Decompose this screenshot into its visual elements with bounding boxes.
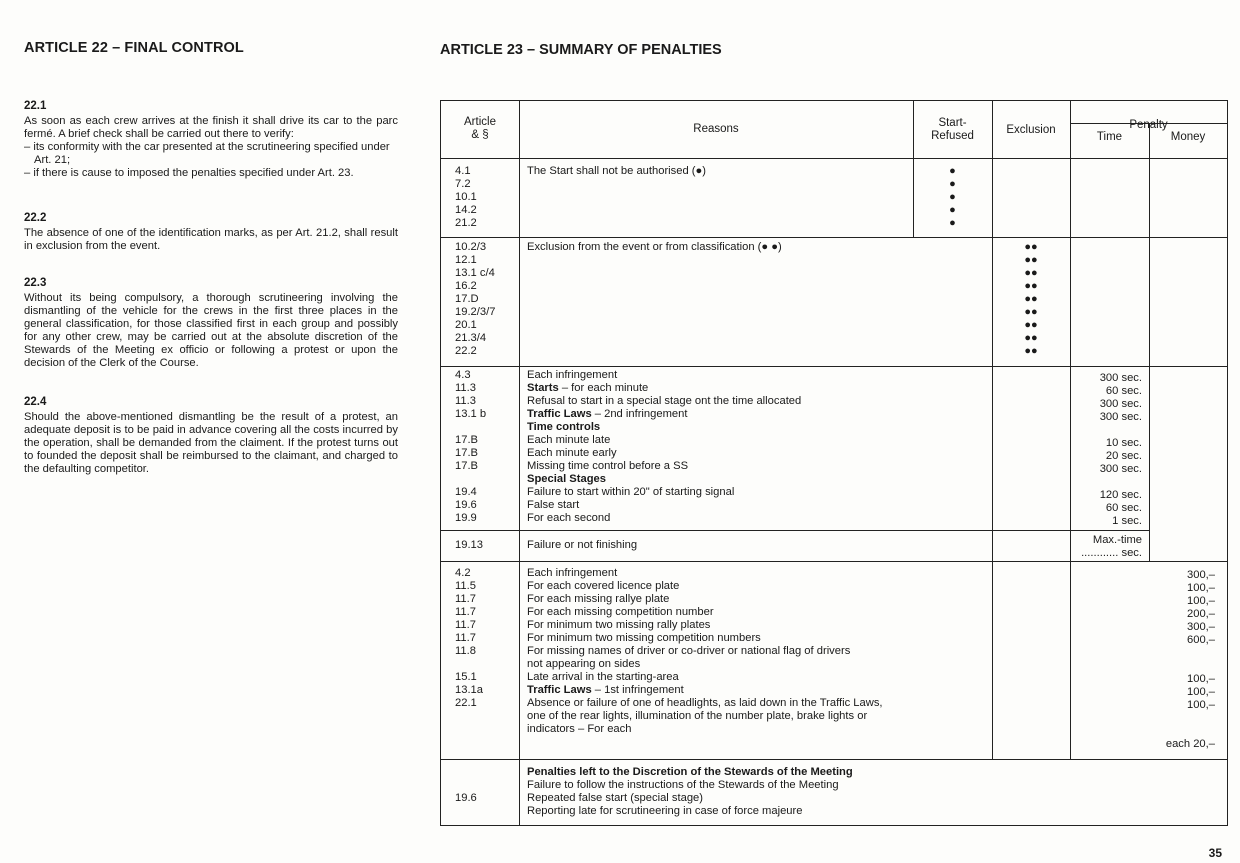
article-ref: 11.7 (455, 606, 476, 618)
article-22-column (24, 40, 398, 475)
article-ref: 21.3/4 (455, 332, 487, 344)
header-refused-label: Refused (931, 130, 974, 142)
money-value (1149, 725, 1215, 738)
article-ref: 19.2/3/7 (455, 306, 496, 318)
bullet-mark: ● (949, 191, 956, 203)
money-value: 100,– (1187, 582, 1215, 594)
reason-line: For minimum two missing competition numbers (527, 632, 761, 644)
bullet-mark: ●● (1024, 332, 1038, 344)
article-ref: 13.1 c/4 (455, 267, 495, 279)
group-2-exclusion-marks (992, 241, 1070, 358)
group-4-article: 19.13 (455, 539, 483, 551)
reason-line: Absence or failure of one of headlights, as laid down in the Traffic Laws, (527, 697, 883, 709)
article-23-title: ARTICLE 23 – SUMMARY OF PENALTIES (440, 42, 722, 58)
group-4-time (1070, 534, 1142, 560)
section-bullets (24, 141, 398, 180)
bullet-mark: ● (949, 165, 956, 177)
time-value: 300 sec. (1099, 372, 1142, 384)
reason-line: Missing time control before a SS (527, 460, 689, 472)
reason-line: one of the rear lights, illumination of the number plate, brake lights or (527, 710, 868, 722)
section-22-2 (24, 212, 398, 253)
bullet-mark: ● (949, 204, 956, 216)
group-3-times (1070, 372, 1142, 528)
reason-text: The Start shall not be authorised (●) (527, 165, 707, 177)
money-value: 100,– (1187, 699, 1215, 711)
article-ref: 11.3 (455, 382, 476, 394)
time-value (1070, 476, 1142, 489)
article-ref: 11.7 (455, 619, 476, 631)
article-ref: 11.5 (455, 580, 476, 592)
reason-line: Reporting late for scrutineering in case of force majeure (527, 805, 803, 817)
reason-line: For missing names of driver or co-driver or national flag of drivers (527, 645, 851, 657)
article-ref: 19.6 (455, 499, 477, 511)
bullet-mark: ●● (1024, 267, 1038, 279)
reason-line: Starts – for each minute (527, 382, 649, 394)
article-ref: 22.2 (455, 345, 477, 357)
reason-line: Refusal to start in a special stage ont the time allocated (527, 395, 802, 407)
money-value (1149, 712, 1215, 725)
article-ref (455, 421, 486, 434)
bullet-mark: ●● (1024, 280, 1038, 292)
group-3-reasons (527, 369, 801, 525)
reason-line: Each infringement (527, 567, 618, 579)
bullet-mark: ●● (1024, 241, 1038, 253)
article-ref: 19.4 (455, 486, 477, 498)
money-value: 100,– (1187, 595, 1215, 607)
reason-line: For each missing rallye plate (527, 593, 670, 605)
article-ref: 13.1a (455, 684, 483, 696)
group-5-reasons (527, 567, 883, 736)
reason-line: Time controls (527, 421, 601, 433)
reason-line: Late arrival in the starting-area (527, 671, 679, 683)
time-value: 1 sec. (1112, 515, 1142, 527)
header-article-label: Article (464, 116, 496, 128)
article-ref: 11.3 (455, 395, 476, 407)
header-start-refused (913, 117, 992, 143)
group-6-reasons (527, 779, 839, 818)
reason-line: Each minute late (527, 434, 611, 446)
article-ref: 10.1 (455, 191, 477, 203)
article-ref (455, 805, 477, 818)
bullet-mark: ●● (1024, 345, 1038, 357)
reason-line: For each covered licence plate (527, 580, 680, 592)
article-ref: 19.9 (455, 512, 477, 524)
reason-line: False start (527, 499, 580, 511)
group-5-money (1149, 569, 1215, 751)
reason-line: Repeated false start (special stage) (527, 792, 703, 804)
section-number: 22.2 (24, 212, 47, 224)
article-ref: 12.1 (455, 254, 477, 266)
article-ref (455, 473, 486, 486)
money-value: 300,– (1187, 621, 1215, 633)
section-22-3 (24, 277, 398, 370)
group-6-articles (455, 779, 477, 818)
page-number: 35 (1208, 846, 1222, 860)
article-ref: 4.2 (455, 567, 471, 579)
section-text: Should the above-mentioned dismantling be the result of a protest, an adequate deposit is to be paid in advance covering all the costs incurred by the operation, shall be demanded from the claiment. If the protest turns out to founded the deposit shall be reimbursed to the claimant, and charged to the defaulting competitor. (24, 411, 398, 475)
article-ref: 21.2 (455, 217, 477, 229)
article-ref: 17.B (455, 460, 479, 472)
article-ref: 14.2 (455, 204, 477, 216)
money-value: 600,– (1187, 634, 1215, 646)
header-penalty: Penalty (1129, 119, 1168, 131)
bullet-mark: ●● (1024, 254, 1038, 266)
section-text: Without its being compulsory, a thorough scrutineering involving the dismantling of the vehicle for the crews in the first three places in the general classification, for those classified first in each group and possibly for any other crew, may be carried out at the absolute discretion of the Stewards of the Meeting ex officio or following a protest or upon the decision of the Clerk of the Course. (24, 292, 398, 369)
time-value: 60 sec. (1105, 385, 1142, 397)
header-time: Time (1096, 131, 1123, 143)
reason-line: indicators – For each (527, 723, 632, 735)
time-value: 300 sec. (1099, 411, 1142, 423)
section-number: 22.3 (24, 277, 47, 289)
time-value: 120 sec. (1099, 489, 1142, 501)
reason-line: For minimum two missing rally plates (527, 619, 711, 631)
group-4-reason: Failure or not finishing (527, 539, 638, 551)
section-22-4 (24, 396, 398, 476)
bullet-item: – its conformity with the car presented at the scrutineering specified under Art. 21; (24, 141, 390, 166)
group-3-articles (455, 369, 486, 525)
time-value: 60 sec. (1105, 502, 1142, 514)
time-value: 10 sec. (1105, 437, 1142, 449)
reason-line: Traffic Laws – 2nd infringement (527, 408, 688, 420)
section-number: 22.1 (24, 100, 47, 112)
bullet-mark: ●● (1024, 319, 1038, 331)
money-value: 100,– (1187, 686, 1215, 698)
time-value (1070, 424, 1142, 437)
reason-line: not appearing on sides (527, 658, 641, 670)
time-value: 300 sec. (1099, 398, 1142, 410)
bullet-mark: ●● (1024, 306, 1038, 318)
bullet-mark: ● (949, 217, 956, 229)
group-1-articles (455, 165, 477, 230)
bullet-item: – if there is cause to imposed the penalties specified under Art. 23. (24, 167, 354, 179)
reason-line: Failure to follow the instructions of the Stewards of the Meeting (527, 779, 839, 791)
section-text: The absence of one of the identification marks, as per Art. 21.2, shall result in exclusion from the event. (24, 227, 398, 252)
group-6-heading: Penalties left to the Discretion of the Stewards of the Meeting (527, 766, 853, 778)
article-ref (455, 658, 483, 671)
article-ref: 17.B (455, 434, 479, 446)
money-value: 200,– (1187, 608, 1215, 620)
article-ref: 22.1 (455, 697, 477, 709)
article-ref: 15.1 (455, 671, 477, 683)
time-value: 300 sec. (1099, 463, 1142, 475)
article-ref: 11.8 (455, 645, 476, 657)
header-money: Money (1170, 131, 1206, 143)
section-number: 22.4 (24, 396, 47, 408)
group-1-reason (527, 165, 706, 178)
group-5-articles (455, 567, 483, 710)
reason-line: Each minute early (527, 447, 617, 459)
reason-line: For each missing competition number (527, 606, 714, 618)
time-value: ............ sec. (1081, 547, 1142, 559)
time-value: 20 sec. (1105, 450, 1142, 462)
article-ref (455, 779, 477, 792)
reason-line: Failure to start within 20" of starting signal (527, 486, 735, 498)
section-22-1 (24, 100, 398, 180)
money-value (1149, 647, 1215, 660)
header-article (441, 116, 519, 142)
group-1-start-refused-marks (913, 165, 992, 230)
money-value: each 20,– (1165, 738, 1215, 750)
article-ref: 11.7 (455, 632, 476, 644)
article-ref: 20.1 (455, 319, 477, 331)
article-ref: 17.D (455, 293, 479, 305)
group-2-reason (527, 241, 782, 254)
penalties-table (440, 100, 1228, 826)
group-2-articles (455, 241, 495, 358)
header-start-label: Start- (938, 117, 967, 129)
reason-line: For each second (527, 512, 611, 524)
article-ref: 4.1 (455, 165, 471, 177)
section-text: As soon as each crew arrives at the finish it shall drive its car to the parc fermé. A brief check shall be carried out there to verify: (24, 115, 398, 140)
article-ref: 4.3 (455, 369, 471, 381)
article-ref: 10.2/3 (455, 241, 487, 253)
time-value: Max.-time (1092, 534, 1142, 546)
header-article-label-2: & § (471, 129, 489, 141)
article-22-title: ARTICLE 22 – FINAL CONTROL (24, 40, 244, 56)
header-exclusion: Exclusion (1006, 124, 1056, 136)
reason-line: Special Stages (527, 473, 606, 485)
money-value (1149, 660, 1215, 673)
article-ref: 13.1 b (455, 408, 487, 420)
article-ref: 17.B (455, 447, 479, 459)
money-value: 100,– (1187, 673, 1215, 685)
reason-line: Traffic Laws – 1st infringement (527, 684, 684, 696)
reason-text: Exclusion from the event or from classification (● ●) (527, 241, 782, 253)
money-value: 300,– (1187, 569, 1215, 581)
article-ref: 19.6 (455, 792, 477, 804)
article-ref: 7.2 (455, 178, 471, 190)
bullet-mark: ● (949, 178, 956, 190)
bullet-mark: ●● (1024, 293, 1038, 305)
reason-line: Each infringement (527, 369, 618, 381)
article-ref: 11.7 (455, 593, 476, 605)
article-ref: 16.2 (455, 280, 477, 292)
header-reasons: Reasons (693, 123, 739, 135)
